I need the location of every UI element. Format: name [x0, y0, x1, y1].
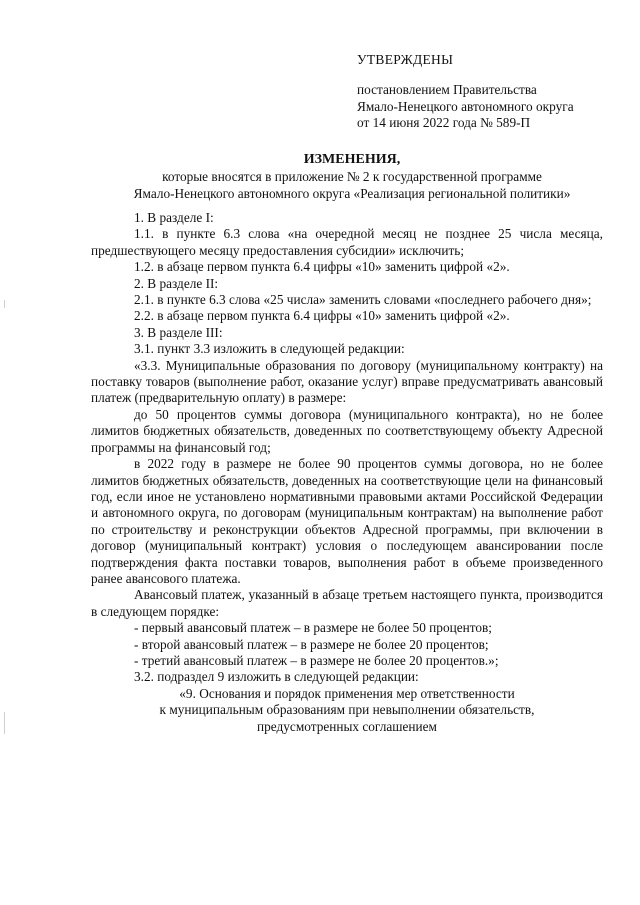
paragraph: 2. В разделе II: [134, 275, 219, 291]
paragraph: 3.1. пункт 3.3 изложить в следующей редакции: [134, 341, 405, 357]
paragraph: 1. В разделе I: [134, 210, 214, 225]
document-title [80, 152, 624, 202]
paragraph: 3.2. подраздел 9 изложить в следующей редакции: [134, 669, 419, 685]
approval-stamp [357, 52, 627, 132]
paragraph: до 50 процентов суммы договора (муниципального контракта), но не более лимитов бюджетных обязательств, доведенных по соответствующему объекту Адресной программы на финансовый год; [91, 406, 603, 455]
document-body [91, 210, 603, 735]
section-heading-line: предусмотренных соглашением [257, 718, 437, 734]
section-heading-line: к муниципальным образованиям при невыполнении обязательств, [159, 702, 535, 718]
approval-line: постановлением Правительства [357, 82, 537, 98]
approval-heading: УТВЕРЖДЕНЫ [357, 52, 454, 67]
list-item: - первый авансовый платеж – в размере не более 50 процентов; [134, 620, 492, 636]
paragraph: 1.2. в абзаце первом пункта 6.4 цифры «10» заменить цифрой «2». [134, 259, 510, 275]
scan-margin-mark [4, 712, 5, 734]
paragraph: «3.3. Муниципальные образования по договору (муниципальному контракту) на поставку товаров (выполнение работ, оказание услуг) вправе предусматривать авансовый платеж (предварительную оплату) в размере: [91, 357, 603, 406]
title-subtitle: Ямало-Ненецкого автономного округа «Реализация региональной политики» [133, 185, 571, 201]
title-main: ИЗМЕНЕНИЯ, [303, 152, 401, 167]
paragraph: 2.1. в пункте 6.3 слова «25 числа» заменить словами «последнего рабочего дня»; [134, 292, 592, 308]
paragraph: 3. В разделе III: [134, 324, 223, 340]
paragraph: 1.1. в пункте 6.3 слова «на очередной месяц не позднее 25 числа месяца, предшествующего месяцу предоставления субсидии» исключить; [91, 226, 603, 258]
list-item: - третий авансовый платеж – в размере не более 20 процентов.»; [134, 652, 499, 668]
paragraph: Авансовый платеж, указанный в абзаце третьем настоящего пункта, производится в следующем порядке: [91, 587, 603, 619]
approval-line: Ямало-Ненецкого автономного округа [357, 98, 574, 114]
paragraph: в 2022 году в размере не более 90 процентов суммы договора, но не более лимитов бюджетных обязательств, доведенных на соответствующие цели на финансовый год, если иное не установлено нормативными правовыми актами Российской Федерации и автономного округа, по договорам (муниципальным контрактам) на выполнение работ по строительству и реконструкции объектов Адресной программы, при включении в договор (муниципальный контракт) условия о последующем авансировании после подтверждения факта поставки товаров, выполнения работ в объеме произведенного ранее авансового платежа. [91, 456, 603, 586]
list-item: - второй авансовый платеж – в размере не более 20 процентов; [134, 636, 489, 652]
paragraph: 2.2. в абзаце первом пункта 6.4 цифры «10» заменить цифрой «2». [134, 308, 510, 324]
approval-line: от 14 июня 2022 года № 589-П [357, 115, 531, 131]
section-heading [61, 686, 633, 735]
scan-margin-mark [4, 300, 5, 308]
title-subtitle: которые вносятся в приложение № 2 к государственной программе [162, 169, 542, 185]
section-heading-line: «9. Основания и порядок применения мер ответственности [179, 685, 515, 701]
